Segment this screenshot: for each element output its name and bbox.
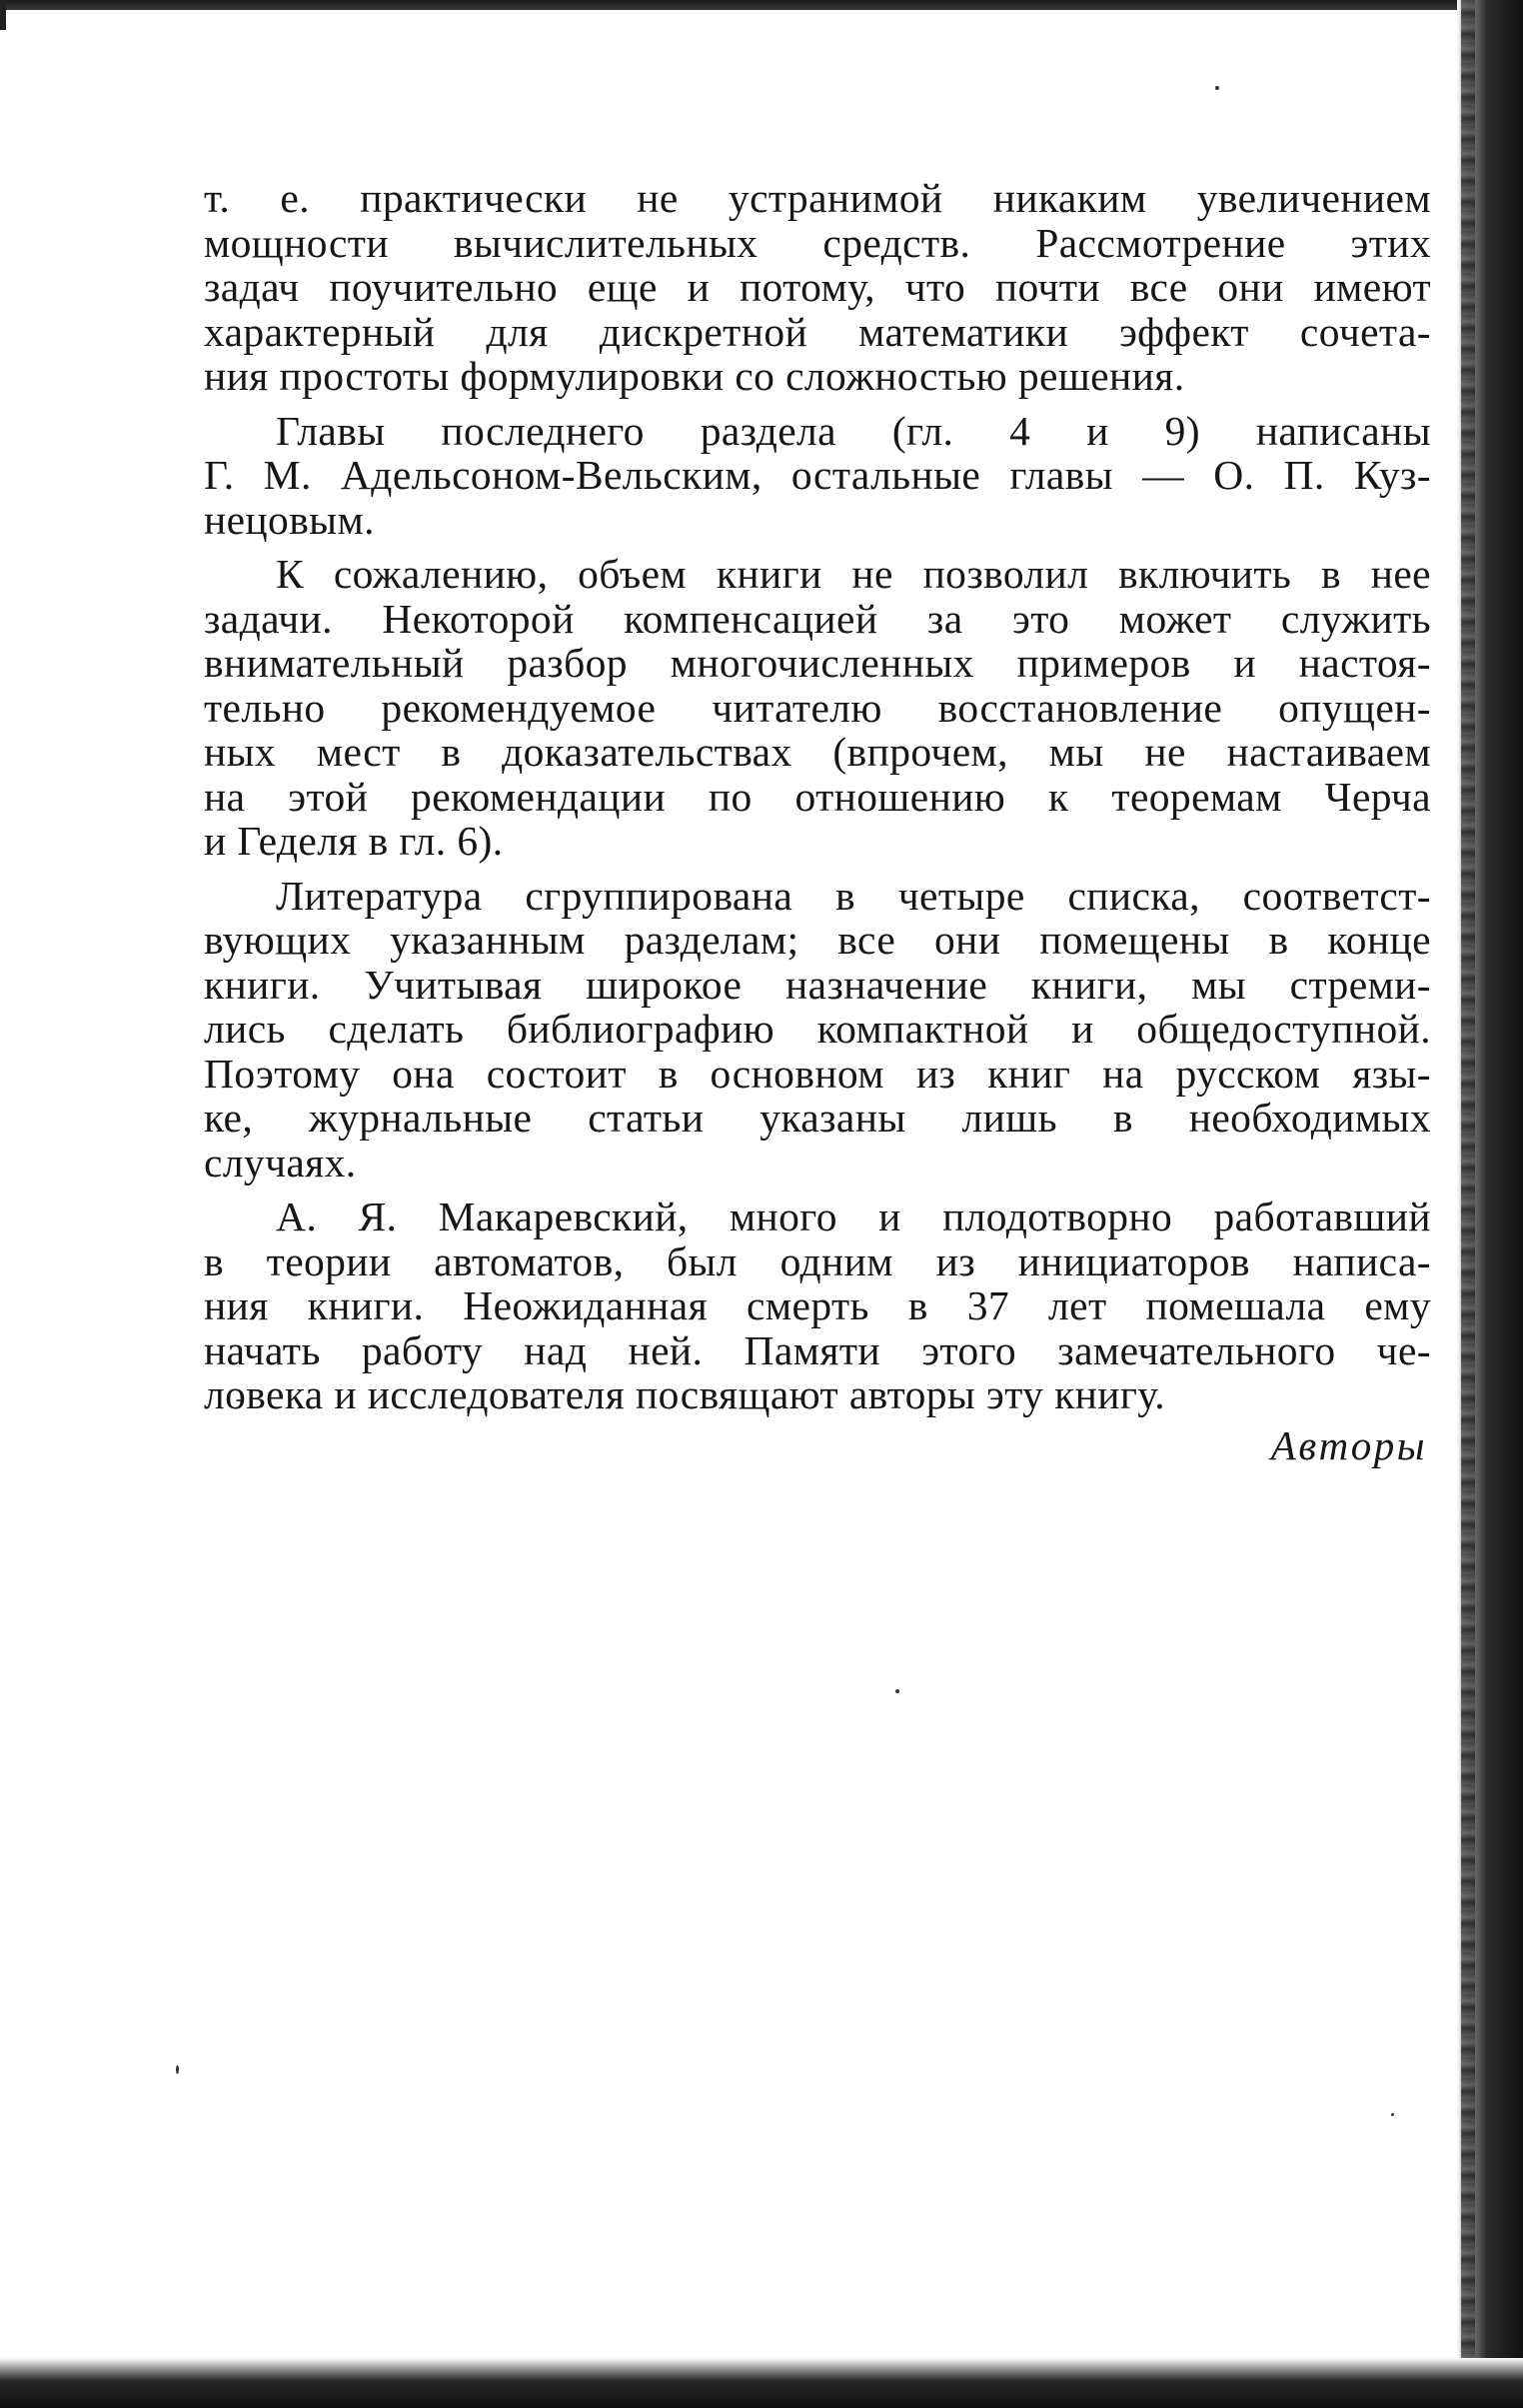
text-line: внимательный разбор многочисленных примеров и настоя- <box>204 640 1431 686</box>
text-line: задач поучительно еще и потому, что почти все они имеют <box>204 264 1431 310</box>
scan-speck <box>176 2065 179 2074</box>
text-line: характерный для дискретной математики эффект сочета- <box>204 308 1431 355</box>
scan-border-corner <box>0 0 6 30</box>
body-text <box>204 176 1431 1417</box>
signature: Авторы <box>1270 1422 1427 1468</box>
scan-border-right-texture <box>1461 0 1475 2408</box>
scan-border-bottom <box>0 2358 1523 2408</box>
text-line: на этой рекомендации по отношению к теоремам Черча <box>204 773 1431 820</box>
text-line: мощности вычислительных средств. Рассмотрение этих <box>204 219 1431 266</box>
scan-speck <box>895 1689 899 1693</box>
text-line: нецовым. <box>204 496 375 543</box>
text-line: задачи. Некоторой компенсацией за это может служить <box>204 595 1431 642</box>
text-line: ния книги. Неожиданная смерть в 37 лет помешала ему <box>204 1282 1431 1328</box>
scan-speck <box>1215 86 1219 90</box>
text-line: в теории автоматов, был одним из инициаторов написа- <box>204 1237 1431 1284</box>
text-line: Литература сгруппирована в четыре списка, соответст- <box>276 872 1431 919</box>
text-line: и Геделя в гл. 6). <box>204 818 504 864</box>
text-line: т. е. практически не устранимой никаким увеличением <box>204 175 1431 221</box>
text-line: вующих указанным разделам; все они помещены в конце <box>204 917 1431 963</box>
text-line: случаях. <box>204 1139 357 1186</box>
text-line: Главы последнего раздела (гл. 4 и 9) написаны <box>276 407 1431 454</box>
paragraph-gap <box>204 864 1431 874</box>
scan-border-top <box>0 0 1523 10</box>
text-line: ловека и исследователя посвящают авторы эту книгу. <box>204 1371 1166 1417</box>
text-line: Поэтому она состоит в основном из книг на русском язы- <box>204 1050 1431 1097</box>
text-line: лись сделать библиографию компактной и общедоступной. <box>204 1006 1431 1052</box>
text-line: Г. М. Адельсоном-Вельским, остальные главы — О. П. Куз- <box>204 452 1431 498</box>
text-line: ния простоты формулировки со сложностью решения. <box>204 353 1185 399</box>
scan-speck <box>1391 2113 1394 2116</box>
text-line: книги. Учитывая широкое назначение книги, мы стреми- <box>204 961 1431 1008</box>
text-line: ных мест в доказательствах (впрочем, мы не настаиваем <box>204 729 1431 775</box>
text-line: ке, журнальные статьи указаны лишь в необходимых <box>204 1095 1431 1141</box>
paragraph-gap <box>204 399 1431 409</box>
text-line: К сожалению, объем книги не позволил включить в нее <box>276 551 1431 597</box>
text-line: А. Я. Макаревский, много и плодотворно работавший <box>276 1194 1431 1239</box>
text-line: тельно рекомендуемое читателю восстановление опущен- <box>204 684 1431 731</box>
text-line: начать работу над ней. Памяти этого замечательного че- <box>204 1326 1431 1373</box>
